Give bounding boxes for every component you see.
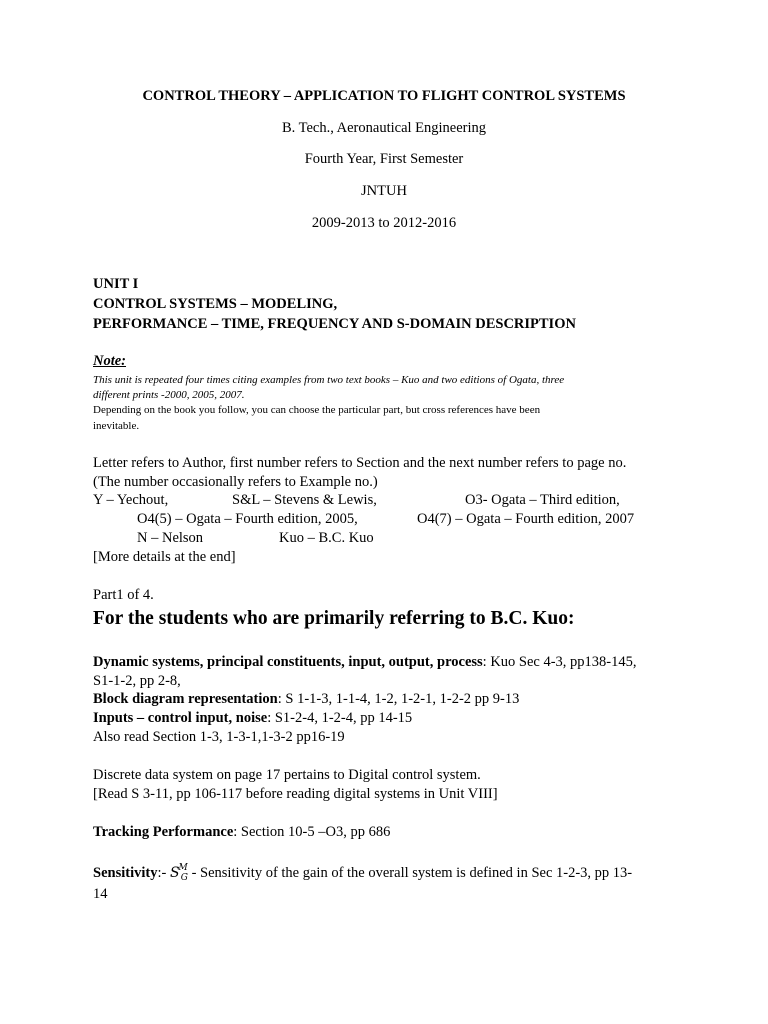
topic-dynamic-systems-text: : Kuo Sec 4-3, pp138-145, [482, 654, 637, 670]
topic-inputs-text: : S1-2-4, 1-2-4, pp 14-15 [267, 710, 413, 726]
note-line2: different prints -2000, 2005, 2007. [93, 389, 245, 401]
topic-dynamic-systems [93, 654, 637, 671]
note-label: Note: [93, 353, 127, 369]
sensitivity-symbol-sub: G [180, 873, 188, 883]
topic-sensitivity-label: Sensitivity [93, 865, 158, 881]
topic-sensitivity [93, 863, 632, 883]
part-heading: For the students who are primarily referring to B.C. Kuo: [93, 608, 575, 629]
sensitivity-symbol [170, 865, 188, 881]
legend-ogata-fourth-2005: O4(5) – Ogata – Fourth edition, 2005, [137, 511, 358, 527]
topic-sensitivity-text: - Sensitivity of the gain of the overall system is defined in Sec 1-2-3, pp 13- [187, 865, 633, 881]
topic-tracking [93, 824, 390, 841]
legend-line2: (The number occasionally refers to Example no.) [93, 474, 378, 490]
legend-stevens-lewis: S&L – Stevens & Lewis, [232, 492, 377, 508]
semester-line: Fourth Year, First Semester [304, 151, 464, 167]
years-line: 2009-2013 to 2012-2016 [311, 215, 457, 231]
discrete-line1: Discrete data system on page 17 pertains to Digital control system. [93, 767, 481, 783]
topic-inputs [93, 710, 412, 727]
topic-dynamic-systems-cont: S1-1-2, pp 2-8, [93, 673, 181, 689]
document-title: CONTROL THEORY – APPLICATION TO FLIGHT CONTROL SYSTEMS [142, 88, 626, 104]
legend-line1: Letter refers to Author, first number refers to Section and the next number refers to page no. [93, 455, 627, 471]
note-line3: Depending on the book you follow, you can choose the particular part, but cross references have been [93, 404, 541, 416]
topic-block-diagram [93, 691, 519, 708]
legend-nelson: N – Nelson [137, 530, 204, 546]
note-line1: This unit is repeated four times citing examples from two text books – Kuo and two editions of Ogata, three [93, 374, 565, 386]
topic-block-diagram-text: : S 1-1-3, 1-1-4, 1-2, 1-2-1, 1-2-2 pp 9-13 [277, 691, 520, 707]
topic-tracking-text: : Section 10-5 –O3, pp 686 [233, 824, 391, 840]
legend-ogata-fourth-2007: O4(7) – Ogata – Fourth edition, 2007 [417, 511, 635, 527]
legend-ogata-third: O3- Ogata – Third edition, [465, 492, 620, 508]
topic-tracking-label: Tracking Performance [93, 824, 234, 840]
discrete-line2: [Read S 3-11, pp 106-117 before reading digital systems in Unit VIII] [93, 786, 498, 802]
legend-yechout: Y – Yechout, [93, 492, 169, 508]
topic-inputs-label: Inputs – control input, noise [93, 710, 268, 726]
topic-dynamic-systems-label: Dynamic systems, principal constituents, input, output, process [93, 654, 483, 670]
topic-block-diagram-label: Block diagram representation [93, 691, 278, 707]
unit-title-line2: PERFORMANCE – TIME, FREQUENCY AND S-DOMAIN DESCRIPTION [93, 316, 576, 332]
legend-kuo: Kuo – B.C. Kuo [279, 530, 374, 546]
note-line4: inevitable. [93, 420, 140, 432]
unit-number: UNIT I [93, 276, 139, 292]
university-line: JNTUH [361, 183, 407, 199]
sensitivity-symbol-base: S [169, 865, 180, 881]
program-line: B. Tech., Aeronautical Engineering [281, 120, 487, 136]
unit-title-line1: CONTROL SYSTEMS – MODELING, [93, 296, 338, 312]
legend-more-details: [More details at the end] [93, 549, 236, 565]
part-label: Part1 of 4. [93, 587, 154, 603]
topic-also-read: Also read Section 1-3, 1-3-1,1-3-2 pp16-19 [93, 729, 345, 745]
topic-sensitivity-cont: 14 [93, 886, 108, 902]
sensitivity-symbol-sup: M [178, 863, 188, 873]
topic-sensitivity-sep: :- [157, 865, 170, 881]
